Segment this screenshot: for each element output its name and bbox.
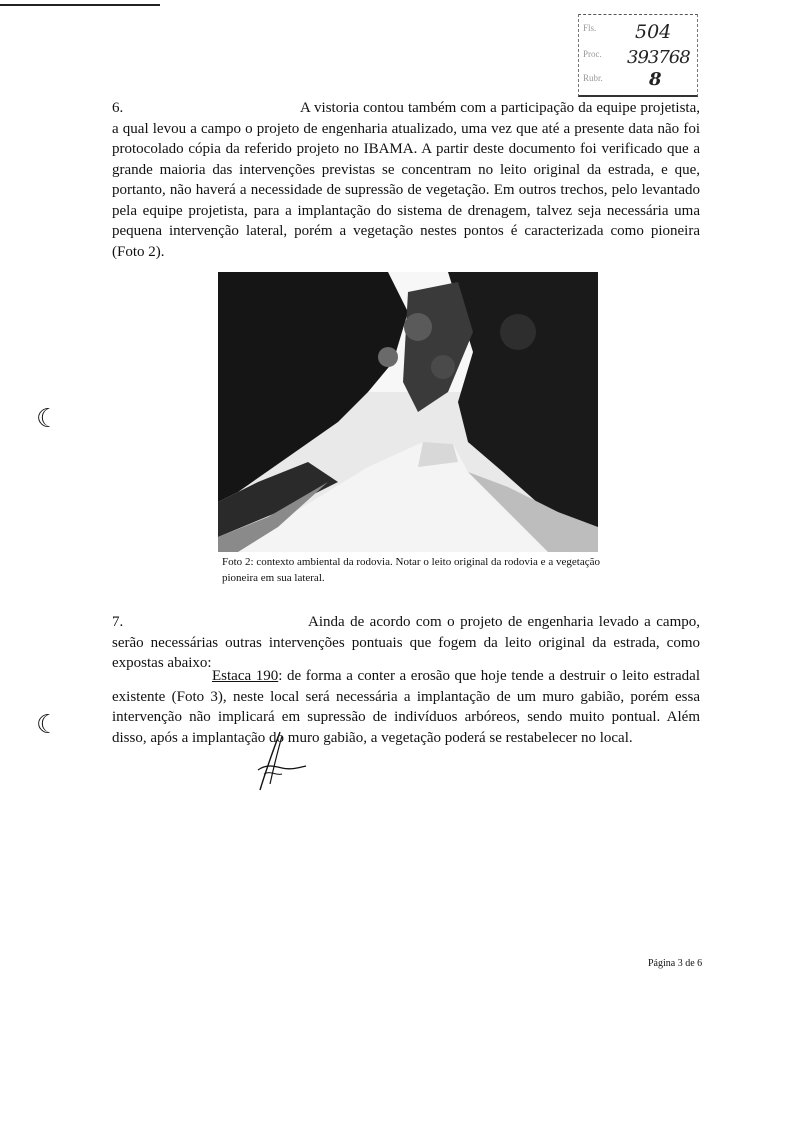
stamp-rubr-value: 8 [649,69,662,90]
signature-icon [252,730,312,792]
estaca-label: Estaca 190 [212,668,279,684]
stamp-row-rubr: Rubr. 8 [583,69,662,90]
stamp-fls-value: 504 [635,21,672,43]
road-photo [218,272,598,552]
page-number: Página 3 de 6 [648,958,703,969]
road-photo-image [218,272,598,552]
paragraph-7-text: Ainda de acordo com o projeto de engenharia levado a campo, serão necessárias outras intervenções pontuais que fogem da leito original da estrada, como expostas abaixo: [112,614,700,671]
photo-caption: Foto 2: contexto ambiental da rodovia. Notar o leito original da rodovia e a vegetação pioneira em sua lateral. [222,556,600,584]
paragraph-7 [112,612,700,674]
top-rule [0,4,160,6]
crescent-icon: ☾ [36,404,60,433]
estaca-text: : de forma a conter a erosão que hoje tende a destruir o leito estradal existente (Foto 3), neste local será necessária a implantação de um muro gabião, porém essa intervenção não implicará em supressão de indivíduos arbóreos, sendo muito pontual. Além disso, após a implantação do muro gabião, a vegetação poderá se restabelecer no local. [112,668,701,746]
stamp-row-fls: Fls. 504 [583,21,672,43]
stamp-row-proc: Proc. 393768 [583,47,690,68]
paragraph-6 [112,98,700,262]
paragraph-6-text: A vistoria contou também com a participação da equipe projetista, a qual levou a campo o projeto de engenharia atualizado, uma vez que até a presente data não foi protocolado cópia da referido projeto no IBAMA. A partir deste documento foi verificado que a grande maioria das intervenções previstas se concentram no leito original da estrada, e que, portanto, não haverá a necessidade de supressão de vegetação. Em outros trechos, pelo levantado pela equipe projetista, para a implantação do sistema de drenagem, talvez seja necessária uma pequena intervenção lateral, porém a vegetação nestes pontos é caracterizada como pioneira (Foto 2). [112,100,700,260]
paragraph-6-number: 6. [112,100,124,116]
estaca-paragraph [112,666,700,748]
stamp-proc-value: 393768 [627,47,690,68]
crescent-icon: ☾ [36,710,60,739]
protocol-stamp [578,14,698,97]
paragraph-7-number: 7. [112,614,124,630]
